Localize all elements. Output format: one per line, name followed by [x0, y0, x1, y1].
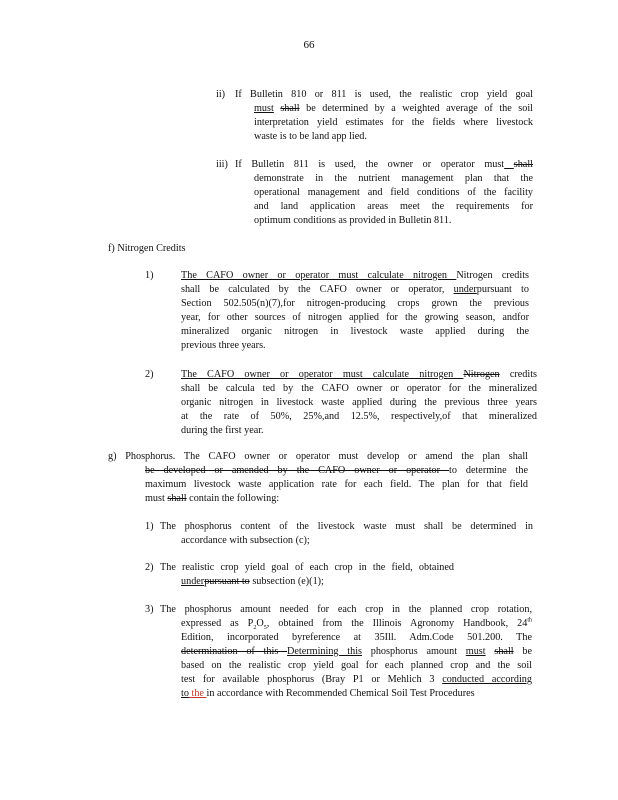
paragraph-g1	[160, 520, 533, 548]
text-run: th	[527, 617, 532, 624]
paragraph-g3	[160, 603, 532, 701]
text-line	[235, 102, 533, 116]
text-run: shall	[280, 103, 300, 114]
text-run: 5	[263, 625, 267, 632]
text-line	[235, 116, 533, 130]
item-marker-f1: 1)	[145, 270, 154, 281]
paragraph-g-phosphorus	[108, 450, 528, 506]
text-line	[181, 311, 529, 325]
text-line	[181, 368, 537, 382]
text-run: be determined by a weighted average of the soil	[299, 103, 534, 114]
text-run: If Bulletin 811 is used, the owner or operator must	[235, 159, 505, 170]
text-run: , obtained from the Illinois Agronomy Handbook, 24	[266, 618, 528, 629]
text-line	[108, 450, 528, 464]
text-line	[181, 382, 537, 396]
item-marker-ii: ii)	[216, 89, 226, 100]
text-run: be	[513, 646, 532, 657]
text-run: phosphorus amount	[362, 646, 466, 657]
text-run: pursuant to	[476, 284, 529, 295]
text-run: credits	[499, 369, 538, 380]
text-run: g) Phosphorus. The CAFO owner or operator must develop or amend the plan shall	[108, 451, 528, 462]
text-run: If Bulletin 810 or 811 is used, the realistic crop yield goal	[235, 89, 533, 100]
text-line	[235, 88, 533, 102]
text-run: 2	[253, 625, 257, 632]
text-run: shall	[513, 159, 533, 170]
paragraph-f2	[181, 368, 537, 438]
text-line	[108, 478, 528, 492]
text-run: Section 502.505(n)(7),for nitrogen-producing crops grown the previous	[181, 298, 529, 309]
text-run: maximum livestock waste application rate for each field. The plan for that field	[145, 479, 528, 490]
text-run: organic nitrogen in livestock waste applied during the previous three years	[181, 397, 537, 408]
text-run: shall be determined in	[423, 521, 533, 532]
text-run: shall be calcula ted by the CAFO owner or operator for the mineralized	[181, 383, 537, 394]
text-line	[160, 645, 532, 659]
text-run: shall	[167, 493, 187, 504]
item-marker-f2: 2)	[145, 369, 154, 380]
text-run: interpretation yield estimates for the fields where livestock	[254, 117, 533, 128]
text-line	[235, 158, 533, 172]
text-run: under	[181, 576, 205, 587]
text-run: and land application areas meet the requirements for	[254, 201, 533, 212]
text-run: pursuant to	[204, 576, 250, 587]
text-run: must	[145, 493, 168, 504]
text-line	[160, 534, 533, 548]
text-run: the	[188, 688, 207, 699]
text-run: O	[256, 618, 264, 629]
page-number: 66	[303, 39, 315, 51]
paragraph-ii	[235, 88, 533, 144]
text-run: shall	[494, 646, 514, 657]
text-run: The CAFO owner or operator must calculate nitrogen	[181, 270, 457, 281]
text-run: Determining this	[287, 646, 362, 657]
text-line	[108, 464, 528, 478]
text-run: to determine the	[448, 465, 528, 476]
text-run: subsection (e)(1);	[249, 576, 324, 587]
text-run: optimum conditions as provided in Bulletin 811.	[254, 215, 452, 226]
text-run: based on the realistic crop yield goal for each planned crop and the soil	[181, 660, 532, 671]
text-line	[235, 172, 533, 186]
text-line	[181, 424, 537, 438]
text-run: determination of this	[181, 646, 288, 657]
paragraph-iii	[235, 158, 533, 228]
text-line	[160, 520, 533, 534]
text-line	[160, 673, 532, 687]
item-marker-g3: 3)	[145, 604, 154, 615]
text-run: contain the following:	[186, 493, 280, 504]
paragraph-g2	[160, 561, 454, 589]
text-run: conducted according	[442, 674, 532, 685]
text-run: The phosphorus amount needed for each crop in the planned crop rotation,	[160, 604, 532, 615]
text-line	[181, 297, 529, 311]
text-run: The realistic crop yield goal of each crop in the field, obtained	[160, 562, 454, 573]
text-line	[160, 603, 532, 617]
text-run: to	[181, 688, 189, 699]
text-run: must	[465, 646, 486, 657]
paragraph-f1	[181, 269, 529, 353]
text-line	[235, 214, 533, 228]
text-run: expressed as P	[181, 618, 254, 629]
text-run: previous three years.	[181, 340, 266, 351]
text-run: waste is to be land app lied.	[254, 131, 367, 142]
text-run: shall be calculated by the CAFO owner or operator,	[181, 284, 454, 295]
text-run: Nitrogen	[463, 369, 500, 380]
text-run: be developed or amended by the CAFO owner or operator	[145, 465, 449, 476]
text-line	[181, 410, 537, 424]
item-marker-g2: 2)	[145, 562, 154, 573]
text-run: The CAFO owner or operator must calculate nitrogen	[181, 369, 464, 380]
text-line	[235, 200, 533, 214]
text-run: year, for other sources of nitrogen applied for the growing season, andfor	[181, 312, 529, 323]
text-run: Nitrogen credits	[456, 270, 530, 281]
text-run: test for available phosphorus (Bray P1 or Mehlich 3	[181, 674, 443, 685]
text-line	[160, 617, 532, 631]
text-run: under	[453, 284, 477, 295]
text-run: during the first year.	[181, 425, 264, 436]
text-line	[160, 631, 532, 645]
text-line	[235, 130, 533, 144]
text-line	[160, 687, 532, 701]
text-run: must	[254, 103, 274, 114]
text-line	[181, 269, 529, 283]
text-run: at the rate of 50%, 25%,and 12.5%, respectively,of that mineralized	[181, 411, 537, 422]
text-run: demonstrate in the nutrient management plan that the	[254, 173, 533, 184]
text-line	[108, 492, 528, 506]
text-run: mineralized organic nitrogen in livestock waste applied during the	[181, 326, 529, 337]
text-run: operational management and field conditions of the facility	[254, 187, 533, 198]
text-run: accordance with subsection (c);	[181, 535, 310, 546]
text-run: Edition, incorporated byreference at 35Ill. Adm.Code 501.200. The	[181, 632, 532, 643]
item-marker-g1: 1)	[145, 521, 154, 532]
text-line	[181, 396, 537, 410]
section-heading-nitrogen-credits: f) Nitrogen Credits	[108, 243, 186, 254]
text-line	[160, 659, 532, 673]
text-line	[160, 575, 454, 589]
text-run: The phosphorus content of the livestock waste must	[160, 521, 424, 532]
text-line	[160, 561, 454, 575]
text-line	[181, 339, 529, 353]
text-run: in accordance with Recommended Chemical Soil Test Procedures	[206, 688, 475, 699]
item-marker-iii: iii)	[216, 159, 228, 170]
text-run	[504, 159, 514, 170]
text-line	[181, 283, 529, 297]
text-line	[235, 186, 533, 200]
text-line	[181, 325, 529, 339]
